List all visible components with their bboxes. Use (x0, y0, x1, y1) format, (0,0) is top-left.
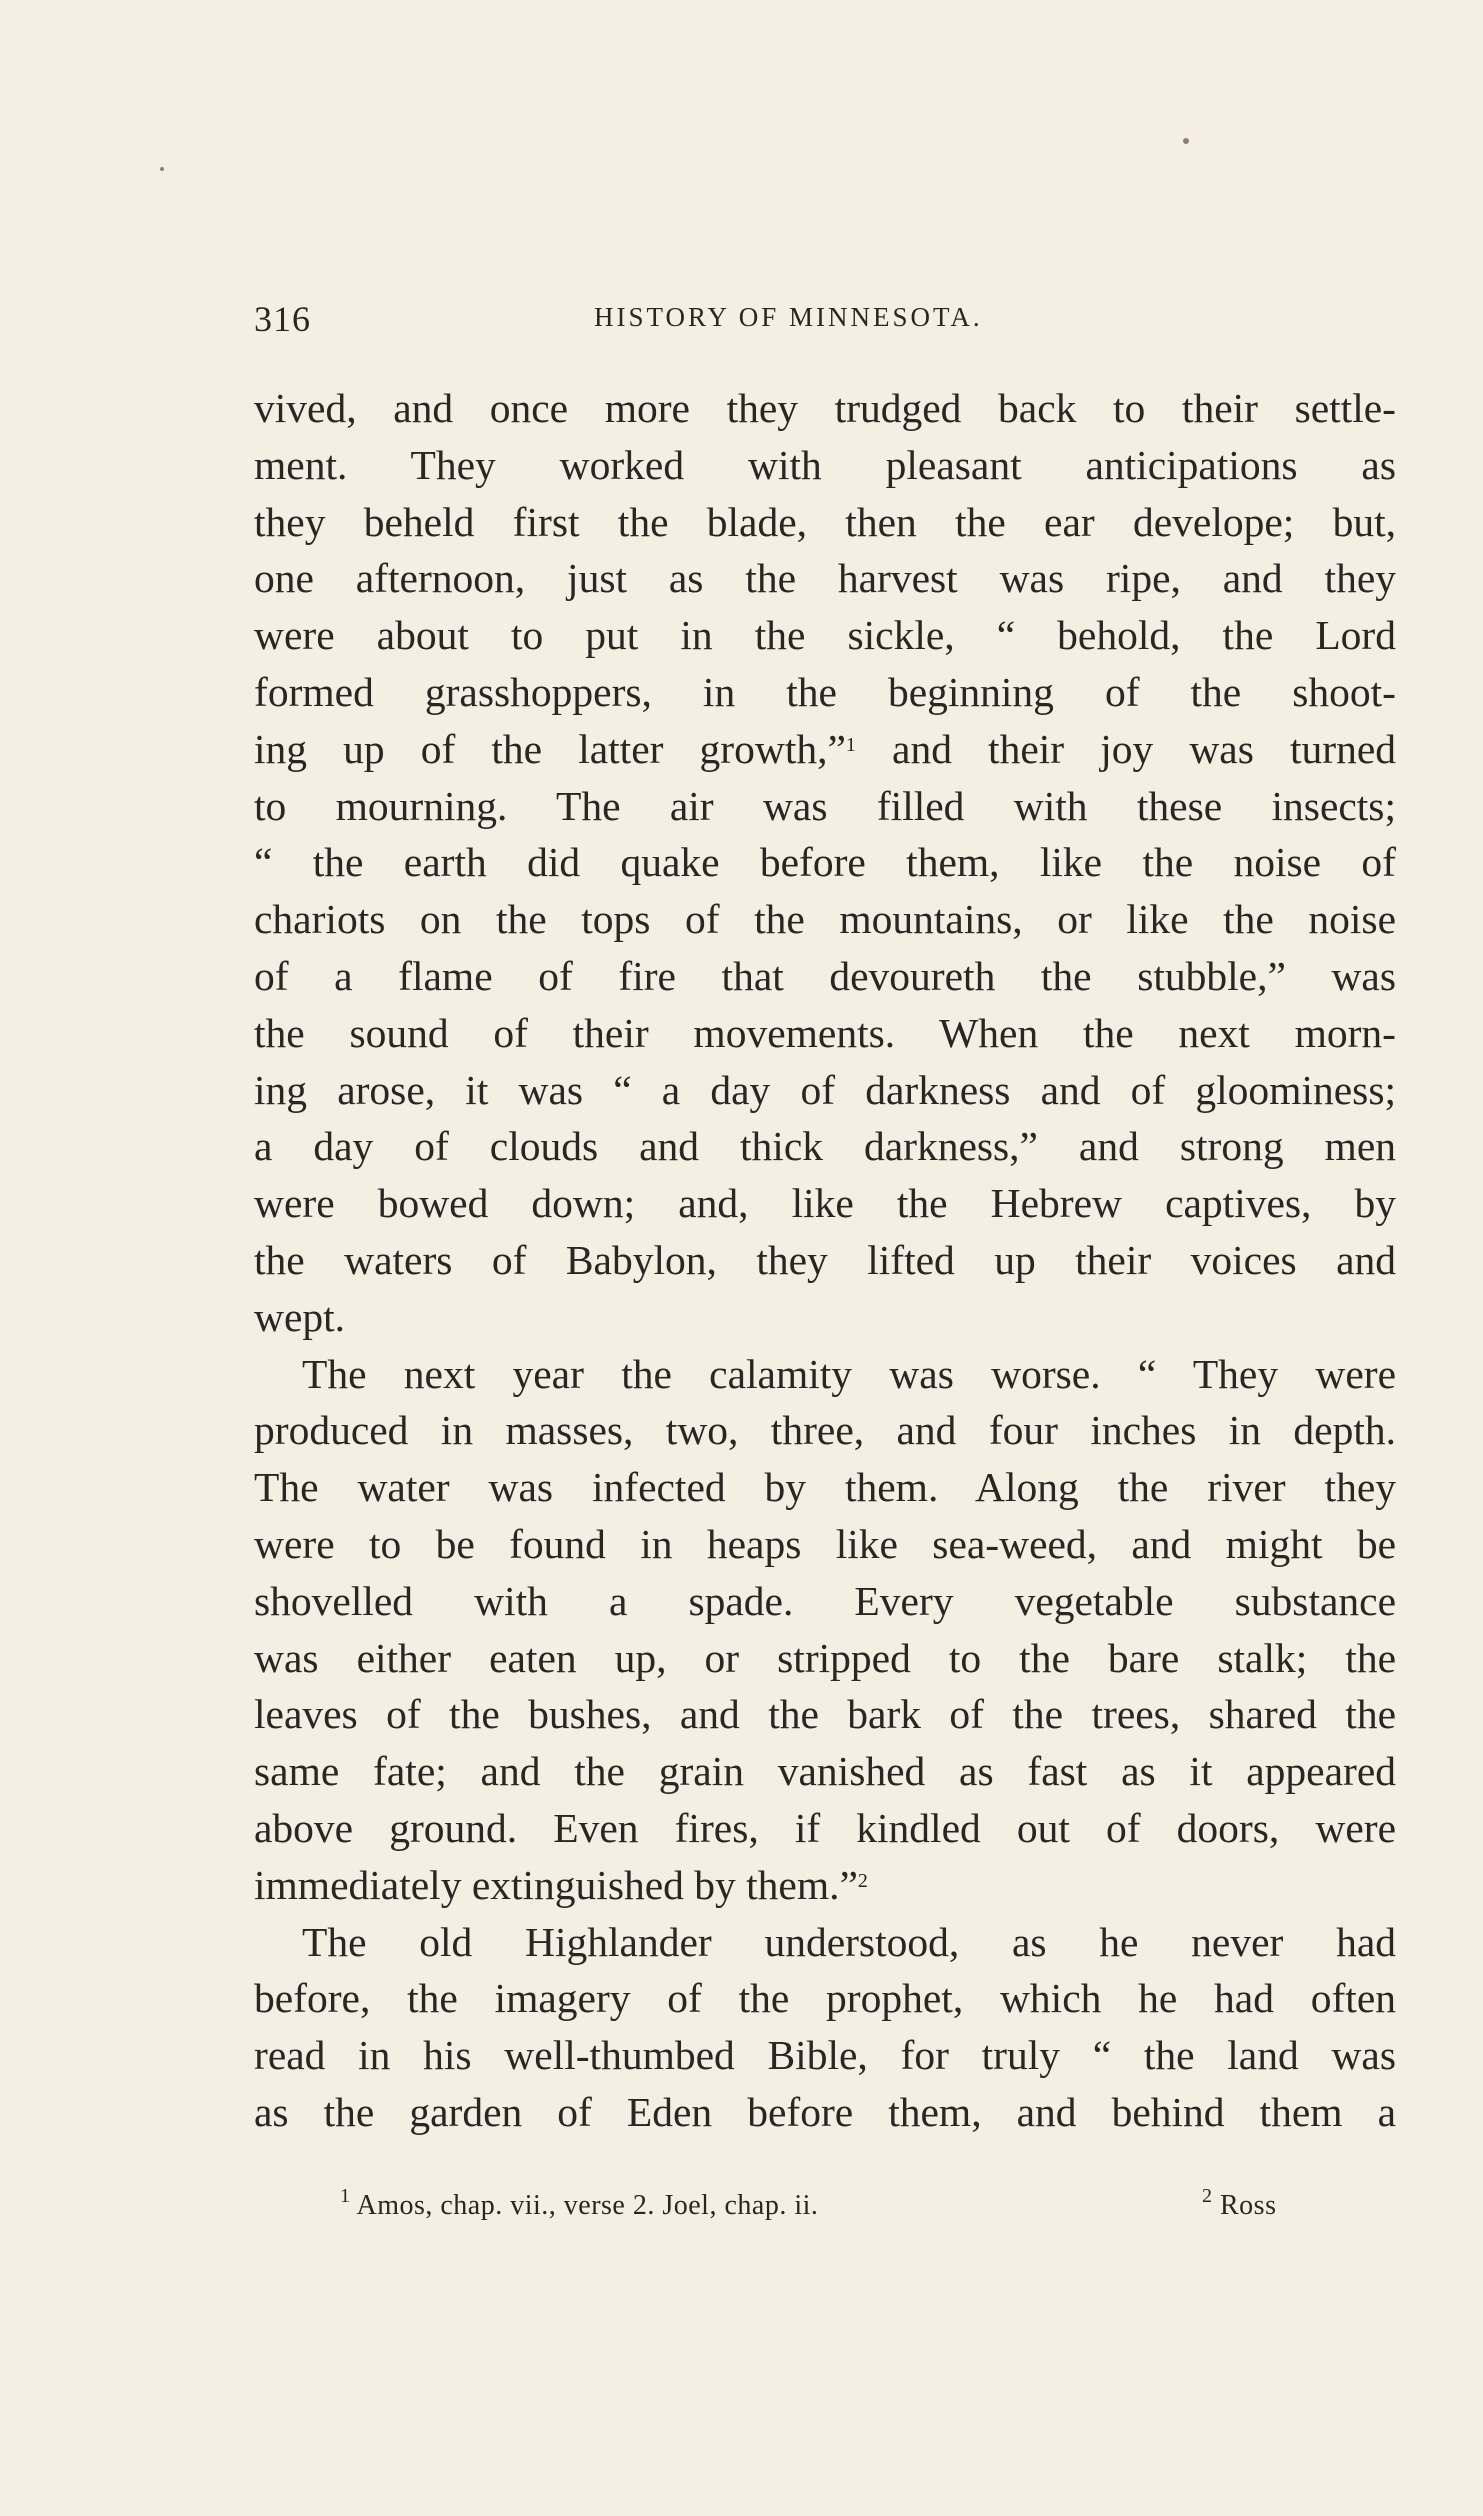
text-line: the waters of Babylon, they lifted up their voices and (254, 1236, 1396, 1283)
text-line: above ground. Even fires, if kindled out of doors, were (254, 1804, 1396, 1851)
text-line: produced in masses, two, three, and four inches in depth. (254, 1407, 1396, 1454)
text-line: to mourning. The air was filled with these insects; (254, 782, 1396, 829)
footnote-mark: 2 (1202, 2185, 1213, 2207)
text-line (254, 1857, 1396, 1914)
print-speck (160, 167, 164, 171)
text-fragment: immediately extinguished by them.” (254, 1861, 858, 1908)
page-number: 316 (254, 299, 311, 339)
footnote-reference: 1 (845, 733, 856, 756)
text-line: were bowed down; and, like the Hebrew captives, by (254, 1180, 1396, 1227)
footnotes (340, 2185, 1300, 2240)
running-title: HISTORY OF MINNESOTA. (594, 302, 983, 332)
text-line: were about to put in the sickle, “ behold, the Lord (254, 612, 1396, 659)
text-line: of a flame of fire that devoureth the stubble,” was (254, 952, 1396, 999)
text-fragment: ing up of the latter growth,” (254, 725, 846, 772)
text-line: one afternoon, just as the harvest was ripe, and they (254, 555, 1396, 602)
text-line: “ the earth did quake before them, like the noise of (254, 839, 1396, 886)
text-line: before, the imagery of the prophet, which he had often (254, 1975, 1396, 2022)
text-line: a day of clouds and thick darkness,” and strong men (254, 1123, 1396, 1170)
text-line: formed grasshoppers, in the beginning of the shoot- (254, 668, 1396, 715)
footnote-text: Ross (1220, 2190, 1277, 2221)
text-line: as the garden of Eden before them, and behind them a (254, 2088, 1396, 2135)
text-line: they beheld first the blade, then the ear develope; but, (254, 498, 1396, 545)
text-line: the sound of their movements. When the next morn- (254, 1009, 1396, 1056)
text-line: The old Highlander understood, as he never had (302, 1918, 1396, 1965)
footnote-2 (1202, 2185, 1277, 2222)
footnote-text: Amos, chap. vii., verse 2. Joel, chap. ii. (356, 2190, 819, 2221)
footnote-reference: 2 (857, 1869, 868, 1892)
text-line: ment. They worked with pleasant anticipations as (254, 441, 1396, 488)
text-line: ing arose, it was “ a day of darkness and of gloominess; (254, 1066, 1396, 1113)
text-line: read in his well-thumbed Bible, for truly “ the land was (254, 2032, 1396, 2079)
text-line: vived, and once more they trudged back to their settle- (254, 385, 1396, 431)
text-fragment: and their joy was turned (892, 725, 1396, 772)
footnote-mark: 1 (340, 2185, 351, 2207)
body-text (254, 380, 1396, 2141)
print-speck (1183, 138, 1189, 144)
text-line: were to be found in heaps like sea-weed, and might be (254, 1520, 1396, 1567)
footnote-1 (340, 2185, 819, 2222)
text-line: shovelled with a spade. Every vegetable substance (254, 1577, 1396, 1624)
running-head (254, 298, 1394, 348)
text-line (254, 721, 1396, 778)
text-line: wept. (254, 1293, 346, 1340)
text-line: was either eaten up, or stripped to the bare stalk; the (254, 1634, 1396, 1681)
text-line: The water was infected by them. Along the river they (254, 1464, 1396, 1511)
text-line: leaves of the bushes, and the bark of the trees, shared the (254, 1691, 1396, 1738)
text-line: same fate; and the grain vanished as fast as it appeared (254, 1748, 1396, 1795)
text-line: The next year the calamity was worse. “ They were (302, 1350, 1396, 1397)
text-line: chariots on the tops of the mountains, or like the noise (254, 896, 1396, 943)
